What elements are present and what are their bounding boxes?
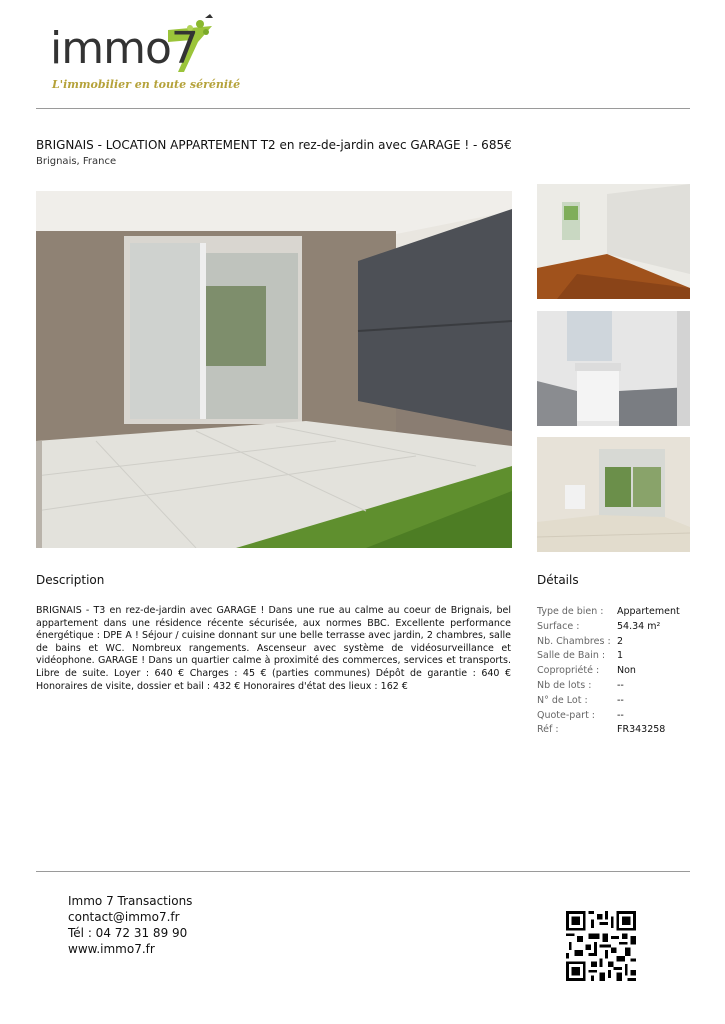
- detail-row-type: [537, 605, 707, 620]
- detail-value: --: [617, 709, 624, 721]
- footer-contact: [68, 893, 192, 957]
- footer-divider: [36, 871, 690, 872]
- detail-label: Salle de Bain :: [537, 650, 606, 662]
- contact-phone: Tél : 04 72 31 89 90: [68, 926, 188, 940]
- detail-label: Réf :: [537, 724, 559, 736]
- qr-code: [566, 911, 636, 981]
- detail-value: 1: [617, 650, 624, 662]
- company-name: Immo 7 Transactions: [68, 894, 193, 908]
- description-heading: Description: [36, 573, 105, 587]
- detail-row-surface: [537, 620, 707, 635]
- thumbnail-bathroom: [537, 311, 690, 426]
- logo-tagline: L'immobilier en toute sérénité: [52, 78, 241, 91]
- detail-row-bathrooms: [537, 649, 707, 664]
- detail-value: --: [617, 679, 624, 691]
- detail-label: N° de Lot :: [537, 694, 588, 706]
- detail-label: Quote-part :: [537, 709, 596, 721]
- detail-row-copropriete: [537, 664, 707, 679]
- main-photo-terrace: [36, 191, 512, 548]
- detail-label: Copropriété :: [537, 665, 600, 677]
- detail-value: 2: [617, 635, 624, 647]
- detail-value: Non: [617, 665, 636, 677]
- thumbnail-living-room: [537, 437, 690, 552]
- detail-row-quote-part: [537, 709, 707, 724]
- detail-value: FR343258: [617, 724, 666, 736]
- detail-row-lots: [537, 679, 707, 694]
- listing-title: BRIGNAIS - LOCATION APPARTEMENT T2 en rez-de-jardin avec GARAGE ! - 685€: [36, 138, 512, 152]
- header-divider: [36, 108, 690, 109]
- detail-value: 54.34 m²: [617, 620, 661, 632]
- contact-email[interactable]: contact@immo7.fr: [68, 910, 180, 924]
- website-link[interactable]: www.immo7.fr: [68, 942, 155, 956]
- detail-label: Nb. Chambres :: [537, 635, 611, 647]
- detail-label: Type de bien :: [537, 606, 604, 617]
- description-text: BRIGNAIS - T3 en rez-de-jardin avec GARAGE ! Dans une rue au calme au coeur de Brignais, bel appartement dans une résidence récente sécurisée, aux normes BBC. Excellente performance énergétique : DPE A ! Séjour / cuisine donnant sur une belle terrasse avec jardin, 2 chambres, salle de bains et WC. Nombreux rangements. Ascenseur avec système de vidéosurveillance et vidéophone. GARAGE ! Dans un quartier calme à proximité des commerces, services et transports. Libre de suite. Loyer : 640 € Charges : 45 € (parties communes) Dépôt de garantie : 640 € Honoraires de visite, dossier et bail : 432 € Honoraires d'état des lieux : 162 €: [36, 605, 511, 692]
- detail-row-reference: [537, 723, 707, 738]
- listing-location: Brignais, France: [36, 156, 117, 167]
- thumbnail-bedroom: [537, 184, 690, 299]
- details-table: [537, 605, 707, 738]
- detail-value: Appartement: [617, 606, 680, 617]
- details-heading: Détails: [537, 573, 579, 587]
- detail-label: Surface :: [537, 620, 580, 632]
- logo-wordmark: immo7: [50, 23, 198, 74]
- detail-row-bedrooms: [537, 635, 707, 650]
- detail-label: Nb de lots :: [537, 679, 592, 691]
- detail-value: --: [617, 694, 624, 706]
- detail-row-lot-number: [537, 694, 707, 709]
